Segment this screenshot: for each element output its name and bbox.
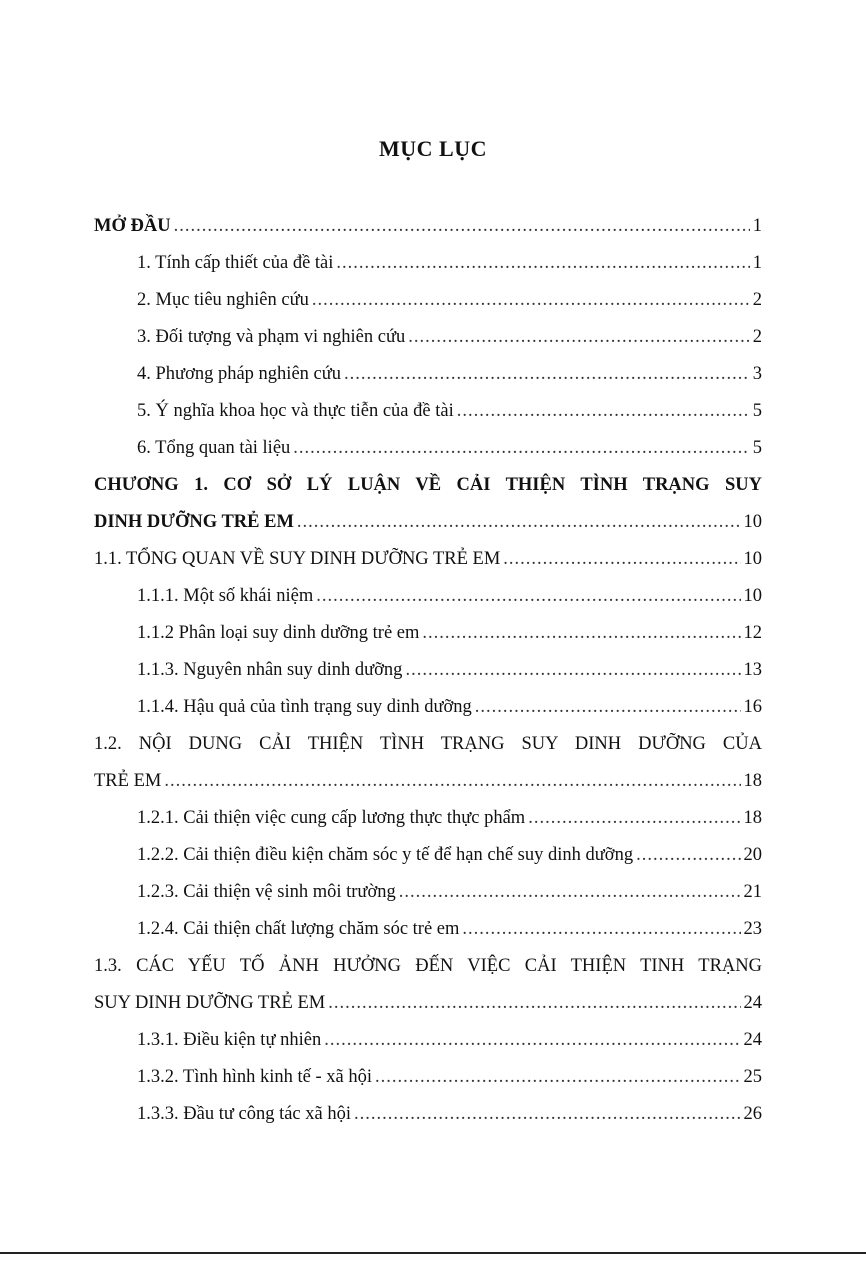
toc-entry-1 [94, 245, 762, 282]
toc-section-1-2-line-2 [94, 763, 762, 800]
toc-entry-title: 1.2.1. Cải thiện việc cung cấp lương thực thực phẩm [137, 808, 526, 828]
toc-section-1-1-2 [94, 615, 762, 652]
toc-entry-mo-dau [94, 208, 762, 245]
toc-section-1-1-4 [94, 689, 762, 726]
toc-entry-title: 3. Đối tượng và phạm vi nghiên cứu [137, 327, 406, 347]
dot-leader [328, 985, 740, 1022]
toc-chapter-1-line-1: CHƯƠNG 1. CƠ SỞ LÝ LUẬN VỀ CẢI THIỆN TÌNH TRẠNG SUY [94, 475, 762, 495]
toc-entry-title: MỞ ĐẦU [94, 216, 171, 236]
toc-section-1-3-3 [94, 1096, 762, 1133]
dot-leader [297, 504, 741, 541]
dot-leader [293, 430, 749, 467]
toc-entry-page: 24 [743, 993, 762, 1013]
toc-entry-title: 1.1.3. Nguyên nhân suy dinh dưỡng [137, 660, 403, 680]
toc-entry-page: 2 [752, 327, 762, 347]
dot-leader [164, 763, 740, 800]
toc-entry-title: DINH DƯỠNG TRẺ EM [94, 512, 294, 532]
toc-entry-title: 1.3.2. Tình hình kinh tế - xã hội [137, 1067, 372, 1087]
toc-entry-title: 1.2.3. Cải thiện vệ sinh môi trường [137, 882, 396, 902]
toc-entry-page: 13 [743, 660, 762, 680]
toc-entry-page: 2 [752, 290, 762, 310]
toc-entry-page: 23 [743, 919, 762, 939]
dot-leader [636, 837, 740, 874]
dot-leader [405, 652, 740, 689]
toc-entry-title: 2. Mục tiêu nghiên cứu [137, 290, 309, 310]
toc-section-1-3-line-2 [94, 985, 762, 1022]
toc-entry-2 [94, 282, 762, 319]
dot-leader [336, 245, 749, 282]
dot-leader [354, 1096, 741, 1133]
toc-section-1-2-1 [94, 800, 762, 837]
dot-leader [503, 541, 740, 578]
toc-entry-page: 1 [752, 253, 762, 273]
toc-entry-title: 1.1. TỔNG QUAN VỀ SUY DINH DƯỠNG TRẺ EM [94, 549, 501, 569]
toc-entry-page: 5 [752, 438, 762, 458]
toc-entry-page: 18 [743, 771, 762, 791]
toc-entry-title: 1. Tính cấp thiết của đề tài [137, 253, 334, 273]
dot-leader [462, 911, 740, 948]
toc-section-1-2-2 [94, 837, 762, 874]
toc-entry-title: SUY DINH DƯỠNG TRẺ EM [94, 993, 326, 1013]
toc-entry-title: TRẺ EM [94, 771, 162, 791]
toc-entry-page: 3 [752, 364, 762, 384]
toc-section-1-1-3 [94, 652, 762, 689]
toc-entry-4 [94, 356, 762, 393]
toc-entry-page: 5 [752, 401, 762, 421]
dot-leader [475, 689, 741, 726]
toc-entry-title: 1.3.3. Đầu tư công tác xã hội [137, 1104, 351, 1124]
dot-leader [375, 1059, 741, 1096]
dot-leader [174, 208, 750, 245]
toc-entry-page: 25 [743, 1067, 762, 1087]
toc-entry-title: 1.1.2 Phân loại suy dinh dưỡng trẻ em [137, 623, 420, 643]
toc-chapter-1-line-2 [94, 504, 762, 541]
toc-section-1-3-1 [94, 1022, 762, 1059]
toc-entry-page: 20 [743, 845, 762, 865]
toc-entry-page: 12 [743, 623, 762, 643]
dot-leader [344, 356, 750, 393]
toc-section-1-3-line-1: 1.3. CÁC YẾU TỐ ẢNH HƯỞNG ĐẾN VIỆC CẢI THIỆN TINH TRẠNG [94, 956, 762, 976]
toc-section-1-2-line-1: 1.2. NỘI DUNG CẢI THIỆN TÌNH TRẠNG SUY DINH DƯỠNG CỦA [94, 734, 762, 754]
toc-section-1-2-4 [94, 911, 762, 948]
toc-entry-page: 10 [743, 586, 762, 606]
toc-entry-title: 1.1.4. Hậu quả của tình trạng suy dinh dưỡng [137, 697, 472, 717]
toc-entry-page: 10 [743, 549, 762, 569]
toc-section-1-2-3 [94, 874, 762, 911]
page-title: MỤC LỤC [379, 136, 487, 161]
page-bottom-edge [0, 1252, 866, 1254]
toc-entry-title: 5. Ý nghĩa khoa học và thực tiễn của đề tài [137, 401, 454, 421]
toc-entry-page: 18 [743, 808, 762, 828]
dot-leader [528, 800, 740, 837]
toc-entry-5 [94, 393, 762, 430]
toc-entry-page: 26 [743, 1104, 762, 1124]
toc-entry-page: 24 [743, 1030, 762, 1050]
toc-section-1-3-2 [94, 1059, 762, 1096]
dot-leader [408, 319, 750, 356]
toc-section-1-1 [94, 541, 762, 578]
dot-leader [324, 1022, 740, 1059]
toc-entry-title: 1.3.1. Điều kiện tự nhiên [137, 1030, 322, 1050]
dot-leader [312, 282, 750, 319]
toc-entry-title: 1.2.2. Cải thiện điều kiện chăm sóc y tế để hạn chế suy dinh dưỡng [137, 845, 634, 865]
dot-leader [457, 393, 750, 430]
toc-entry-title: 4. Phương pháp nghiên cứu [137, 364, 342, 384]
toc-entry-title: 1.2.4. Cải thiện chất lượng chăm sóc trẻ em [137, 919, 460, 939]
toc-entry-page: 21 [743, 882, 762, 902]
toc-entry-page: 1 [752, 216, 762, 236]
toc-entry-title: 6. Tổng quan tài liệu [137, 438, 291, 458]
table-of-contents [94, 208, 762, 1133]
dot-leader [422, 615, 740, 652]
toc-entry-title: 1.1.1. Một số khái niệm [137, 586, 314, 606]
dot-leader [399, 874, 741, 911]
toc-entry-3 [94, 319, 762, 356]
toc-section-1-1-1 [94, 578, 762, 615]
dot-leader [316, 578, 740, 615]
toc-entry-page: 10 [743, 512, 762, 532]
toc-entry-6 [94, 430, 762, 467]
toc-entry-page: 16 [743, 697, 762, 717]
